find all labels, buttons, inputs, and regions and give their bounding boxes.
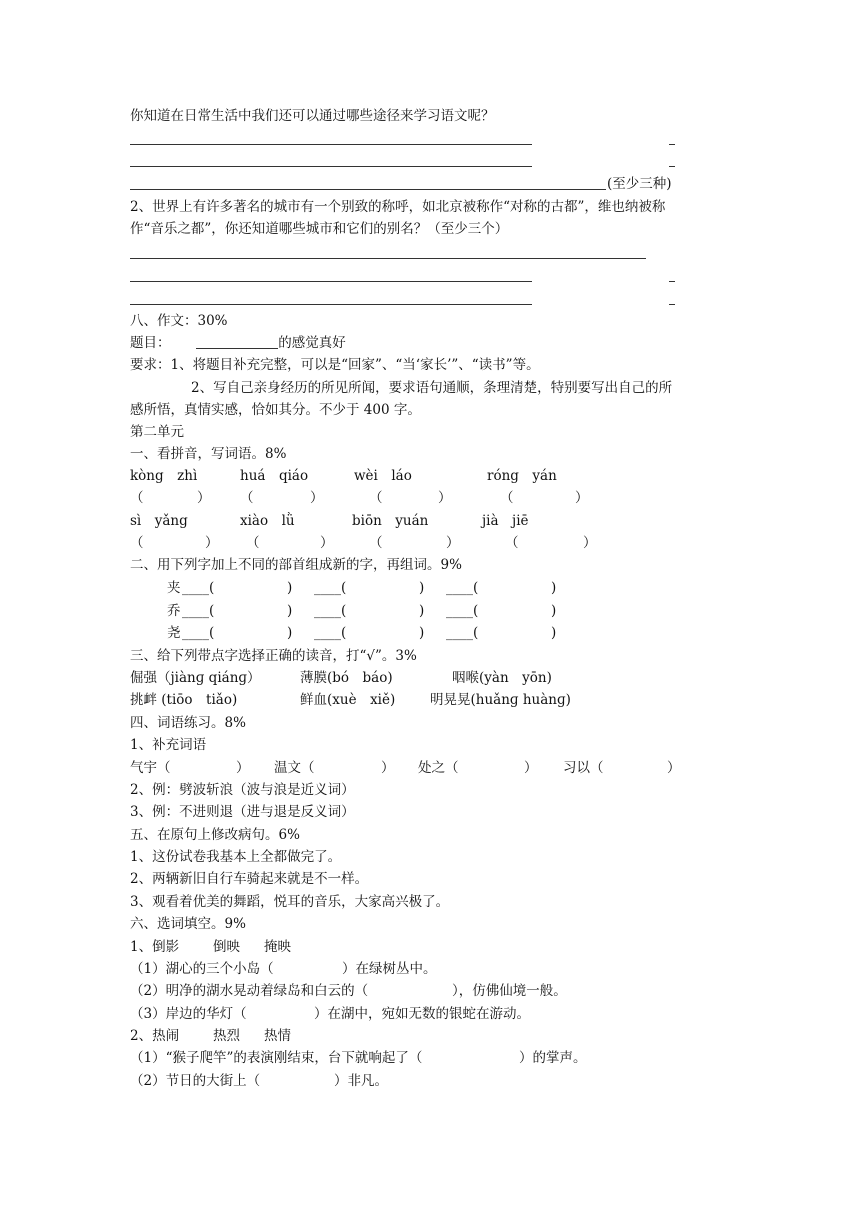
answer-paren-close: ）: [320, 535, 334, 551]
u4-word: 温文（: [274, 760, 315, 776]
u3-item: 挑衅 (tiōo tiǎo): [130, 692, 238, 708]
answer-paren-open: （: [505, 535, 519, 551]
u5-title: 五、在原句上修改病句。6%: [130, 827, 300, 843]
u6-word: 热情: [264, 1028, 291, 1044]
answer-paren-close: ）: [583, 535, 597, 551]
u6-word: 热烈: [213, 1028, 240, 1044]
pinyin-item: wèi láo: [354, 468, 412, 484]
q7-note: (至少三种): [607, 176, 672, 192]
u2-blank: ____(: [446, 625, 479, 641]
s8-req2-line1: 2、写自己亲身经历的所见所闻，要求语句通顺，条理清楚，特别要写出自己的所: [191, 380, 673, 396]
u6-word: 2、热闹: [130, 1028, 180, 1044]
answer-paren-close: ）: [205, 535, 219, 551]
answer-line: [130, 166, 532, 167]
u6-item-pre: （1）“猴子爬竿”的表演刚结束，台下就响起了（: [130, 1050, 423, 1066]
u6-item-pre: （2）节日的大街上（: [130, 1073, 261, 1089]
u4-paren-close: ）: [667, 760, 681, 776]
q7-intro: 你知道在日常生活中我们还可以通过哪些途径来学习语文呢？: [130, 108, 495, 124]
u6-item-post: ）在湖中，宛如无数的银蛇在游动。: [314, 1006, 530, 1022]
u3-item: 鲜血(xuè xiě): [300, 692, 396, 708]
answer-line: [130, 144, 532, 145]
answer-paren-open: （: [130, 490, 144, 506]
u4-word: 习以（: [563, 760, 604, 776]
u2-close: ): [287, 603, 293, 619]
u4-word: 气宇（: [130, 760, 171, 776]
u4-paren-close: ）: [524, 760, 538, 776]
q7-2-line1: 2、世界上有许多著名的城市有一个别致的称呼，如北京被称作“对称的古都”，维也纳被称: [130, 199, 666, 215]
u2-char: 尧: [167, 625, 181, 641]
answer-paren-close: ）: [310, 490, 324, 506]
u5-item: 1、这份试卷我基本上全都做完了。: [130, 849, 342, 865]
u1-title: 一、看拼音，写词语。8%: [130, 446, 287, 462]
u6-item-post: ）的掌声。: [519, 1050, 587, 1066]
u2-close: ): [419, 625, 425, 641]
u2-char: 夹: [167, 580, 181, 596]
u6-item-pre: （3）岸边的华灯（: [130, 1006, 247, 1022]
u6-item-post: ）非凡。: [334, 1073, 388, 1089]
u6-item-post: ），仿佛仙境一般。: [452, 983, 567, 999]
answer-paren-close: ）: [438, 490, 452, 506]
answer-paren-open: （: [369, 490, 383, 506]
u5-item: 2、两辆新旧自行车骑起来就是不一样。: [130, 871, 369, 887]
topic-blank: [196, 334, 278, 349]
u4-paren-close: ）: [381, 760, 395, 776]
u4-2: 2、例：劈波斩浪（波与浪是近义词）: [130, 782, 355, 798]
u3-item: 明晃晃(huǎnɡ huànɡ): [430, 692, 571, 708]
s8-topic: [130, 333, 346, 353]
u6-word: 1、倒影: [130, 939, 180, 955]
u2-blank: ____(: [314, 580, 347, 596]
u2-close: ): [551, 580, 557, 596]
s8-req1: 要求：1、将题目补充完整，可以是“回家”、“当‘家长’”、“读书”等。: [130, 357, 540, 373]
pinyin-item: huá qiáo: [240, 468, 309, 484]
s8-topic-label: 题目：: [130, 335, 171, 351]
answer-line-end: [669, 166, 675, 167]
u3-title: 三、给下列带点字选择正确的读音，打“√”。3%: [130, 648, 417, 664]
u4-paren-close: ）: [236, 760, 250, 776]
u2-blank: ____(: [182, 603, 215, 619]
answer-line-end: [669, 281, 675, 282]
u2-char: 乔: [167, 603, 181, 619]
u2-close: ): [551, 625, 557, 641]
answer-line: [130, 258, 646, 259]
q7-2-line2: 作“音乐之都”，你还知道哪些城市和它们的别名？（至少三个）: [130, 221, 509, 237]
answer-paren-close: ）: [575, 490, 589, 506]
u6-word: 掩映: [264, 939, 291, 955]
u2-close: ): [551, 603, 557, 619]
u4-3: 3、例：不进则退（进与退是反义词）: [130, 804, 355, 820]
answer-paren-open: （: [130, 535, 144, 551]
answer-line: [130, 189, 606, 190]
u4-title: 四、词语练习。8%: [130, 715, 246, 731]
u2-blank: ____(: [446, 603, 479, 619]
s8-title: 八、作文：30%: [130, 313, 228, 329]
u6-word: 倒映: [213, 939, 240, 955]
u3-item: 倔强（jiànɡ qiánɡ）: [130, 670, 261, 686]
answer-line: [130, 281, 532, 282]
pinyin-item: xiào lǜ: [240, 513, 295, 529]
u2-close: ): [287, 580, 293, 596]
u2-close: ): [419, 603, 425, 619]
u2-blank: ____(: [314, 603, 347, 619]
pinyin-item: jià jiē: [482, 513, 529, 529]
answer-paren-open: （: [500, 490, 514, 506]
answer-paren-close: ）: [197, 490, 211, 506]
u2-title: 二、用下列字加上不同的部首组成新的字，再组词。9%: [130, 557, 462, 573]
u2-blank: ____(: [314, 625, 347, 641]
u5-item: 3、观看着优美的舞蹈，悦耳的音乐，大家高兴极了。: [130, 894, 450, 910]
pinyin-item: sì yǎng: [130, 513, 188, 529]
u2-blank: ____(: [182, 625, 215, 641]
u2-close: ): [419, 580, 425, 596]
answer-paren-open: （: [369, 535, 383, 551]
u4-word: 处之（: [418, 760, 459, 776]
answer-line: [130, 304, 532, 305]
u6-item-pre: （2）明净的湖水晃动着绿岛和白云的（: [130, 983, 369, 999]
answer-line-end: [669, 144, 675, 145]
u2-close: ): [287, 625, 293, 641]
pinyin-item: biōn yuán: [352, 513, 429, 529]
s8-topic-suffix: 的感觉真好: [278, 335, 346, 351]
answer-paren-close: ）: [446, 535, 460, 551]
u6-item-pre: （1）湖心的三个小岛（: [130, 961, 274, 977]
u6-title: 六、选词填空。9%: [130, 916, 246, 932]
s8-req2-line2: 感所悟，真情实感，恰如其分。不少于 400 字。: [130, 402, 421, 418]
unit2-title: 第二单元: [130, 424, 184, 440]
answer-paren-open: （: [240, 490, 254, 506]
u2-blank: ____(: [446, 580, 479, 596]
u2-blank: ____(: [182, 580, 215, 596]
u3-item: 薄膜(bó báo): [300, 670, 393, 686]
u6-item-post: ）在绿树丛中。: [342, 961, 437, 977]
pinyin-item: kòng zhì: [130, 468, 198, 484]
u3-item: 咽喉(yàn yōn): [452, 670, 552, 686]
answer-paren-open: （: [246, 535, 260, 551]
answer-line-end: [669, 304, 675, 305]
u4-1: 1、补充词语: [130, 737, 207, 753]
pinyin-item: róng yán: [487, 468, 557, 484]
